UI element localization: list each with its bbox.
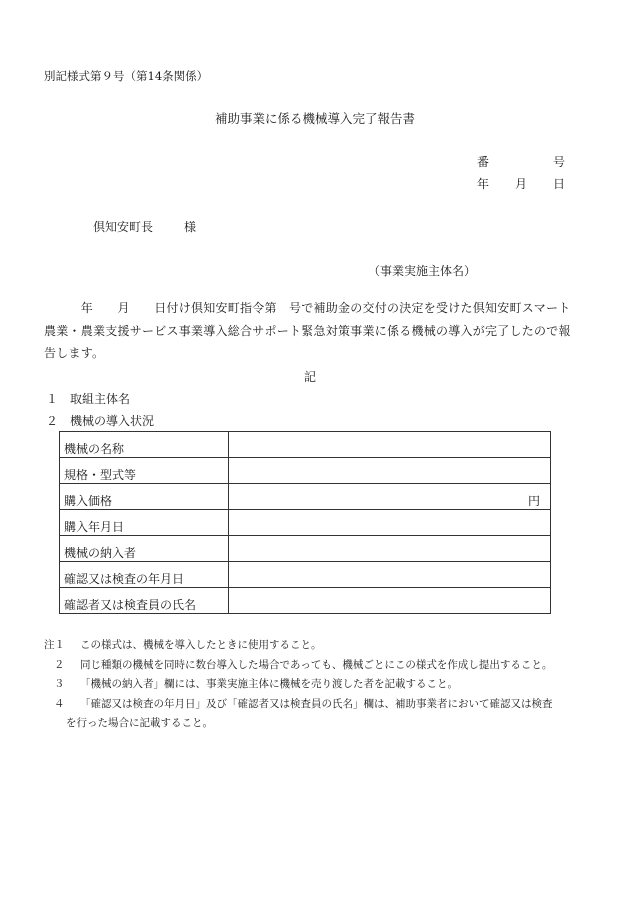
addressee-name: 倶知安町長 <box>93 220 154 234</box>
document-title: 補助事業に係る機械導入完了報告書 <box>214 111 415 126</box>
date-day-label: 日 <box>553 177 566 191</box>
machine-status-table <box>59 431 551 614</box>
document-number-label: 番 <box>477 155 490 169</box>
note-text: この様式は、機械を導入したときに使用すること。 <box>80 639 322 651</box>
ki-heading: 記 <box>304 370 317 384</box>
note-number: ３ <box>54 678 65 690</box>
item-label: 取組主体名 <box>70 392 131 406</box>
row-label: 購入価格 <box>60 484 229 510</box>
form-number-label: 別記様式第９号（第14条関係） <box>44 69 209 83</box>
note-item <box>44 695 604 715</box>
note-continuation: を行った場合に記載すること。 <box>66 717 213 729</box>
row-value[interactable] <box>229 510 551 536</box>
row-value[interactable]: 円 <box>229 484 551 510</box>
report-body-text: 年 月 日付け倶知安町指令第 号で補助金の交付の決定を受けた倶知安町スマート農業・農業支援サービス事業導入総合サポート緊急対策事業に係る機械の導入が完了したので報告します。 <box>44 301 571 360</box>
note-item <box>44 636 604 656</box>
row-value[interactable] <box>229 536 551 562</box>
date-year-label: 年 <box>477 177 490 191</box>
table-row <box>60 458 551 484</box>
table-row <box>60 562 551 588</box>
note-item <box>44 656 604 676</box>
table-row <box>60 588 551 614</box>
item-organization <box>46 390 130 407</box>
item-machine-status <box>46 412 154 429</box>
row-value[interactable] <box>229 562 551 588</box>
note-number: ２ <box>54 658 65 671</box>
note-text: 「確認又は検査の年月日」及び「確認者又は検査員の氏名」欄は、補助事業者において確認又は検査 <box>80 697 553 710</box>
row-value[interactable] <box>229 458 551 484</box>
row-label: 購入年月日 <box>60 510 229 536</box>
notes-section <box>44 636 604 734</box>
note-text: 「機械の納入者」欄には、事業実施主体に機械を売り渡した者を記載すること。 <box>80 678 458 690</box>
note-number: ４ <box>54 697 65 710</box>
item-number: １ <box>46 392 59 406</box>
item-number: ２ <box>46 414 59 428</box>
table-row <box>60 432 551 458</box>
table-row <box>60 510 551 536</box>
date-month-label: 月 <box>515 177 528 191</box>
document-number-suffix: 号 <box>553 155 566 169</box>
row-label: 規格・型式等 <box>60 458 229 484</box>
table-row <box>60 484 551 510</box>
row-label: 確認者又は検査員の氏名 <box>60 588 229 614</box>
applicant-name-label: （事業実施主体名） <box>368 264 477 278</box>
row-value[interactable] <box>229 588 551 614</box>
note-text: 同じ種類の機械を同時に数台導入した場合であっても、機械ごとにこの様式を作成し提出すること。 <box>80 658 553 671</box>
row-label: 機械の納入者 <box>60 536 229 562</box>
row-value[interactable] <box>229 432 551 458</box>
note-number: 注１ <box>44 639 65 651</box>
table-row <box>60 536 551 562</box>
item-label: 機械の導入状況 <box>70 414 155 428</box>
row-label: 機械の名称 <box>60 432 229 458</box>
row-label: 確認又は検査の年月日 <box>60 562 229 588</box>
note-item <box>44 675 604 695</box>
addressee-honorific: 様 <box>184 220 197 234</box>
